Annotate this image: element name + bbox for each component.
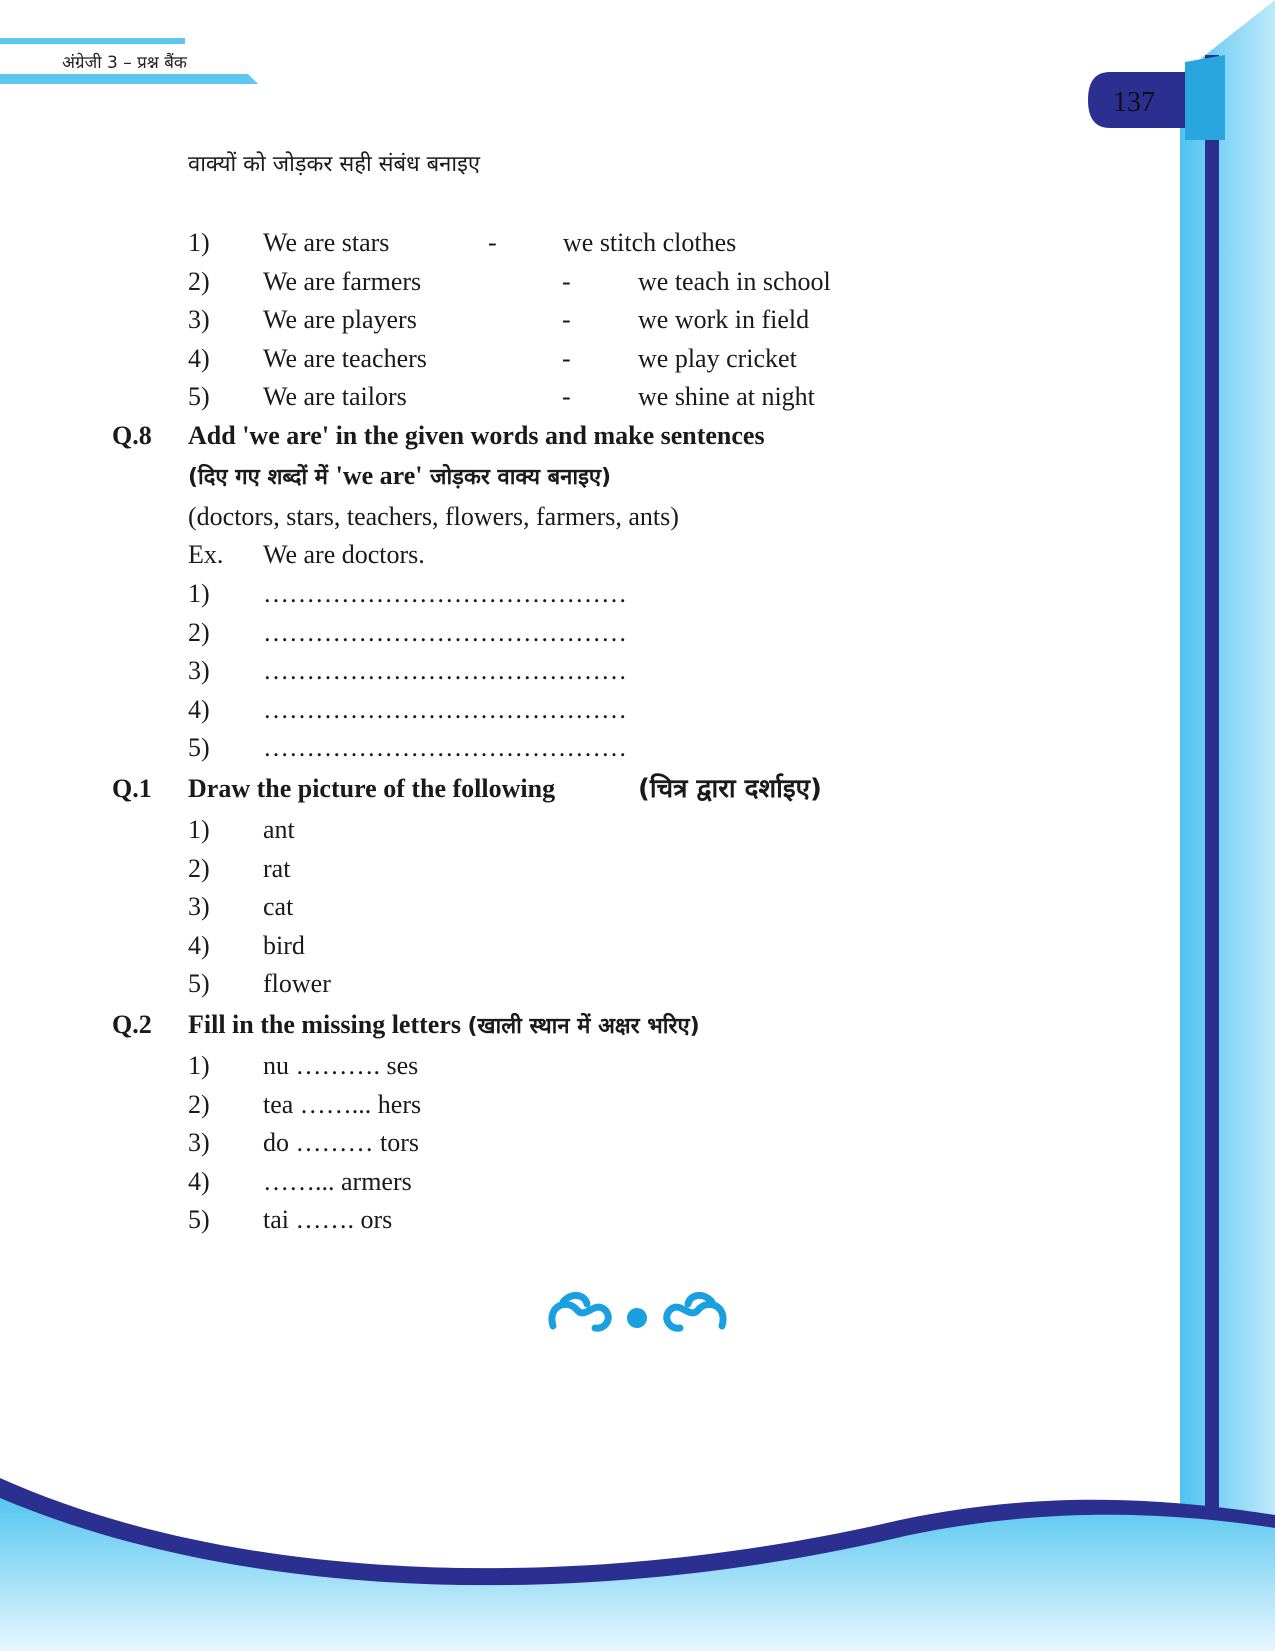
match-right: we shine at night bbox=[638, 382, 815, 411]
item-number: 2) bbox=[188, 1090, 210, 1119]
side-stripe bbox=[1205, 55, 1219, 1525]
page-tab-fold bbox=[1185, 55, 1225, 140]
item-number: 1) bbox=[188, 1051, 210, 1080]
q8-title: Add 'we are' in the given words and make sentences bbox=[188, 421, 765, 450]
draw-item: flower bbox=[263, 969, 331, 998]
answer-blank[interactable]: …………………………………… bbox=[263, 733, 627, 762]
match-number: 3) bbox=[188, 305, 210, 334]
answer-number: 3) bbox=[188, 656, 210, 685]
match-number: 2) bbox=[188, 267, 210, 296]
item-number: 5) bbox=[188, 1205, 210, 1234]
q8-subtitle-suffix: जोड़कर वाक्य बनाइए) bbox=[422, 465, 612, 490]
match-heading: वाक्यों को जोड़कर सही संबंध बनाइए bbox=[188, 152, 481, 177]
q8-label: Q.8 bbox=[112, 421, 152, 450]
fill-item[interactable]: tai ……. ors bbox=[263, 1205, 393, 1234]
side-panel bbox=[1180, 0, 1275, 1651]
q8-subtitle bbox=[188, 461, 611, 493]
fill-item[interactable]: nu ………. ses bbox=[263, 1051, 419, 1080]
answer-number: 4) bbox=[188, 695, 210, 724]
answer-blank[interactable]: …………………………………… bbox=[263, 656, 627, 685]
q2-title-hindi: (खाली स्थान में अक्षर भरिए) bbox=[467, 1014, 700, 1039]
answer-number: 1) bbox=[188, 579, 210, 608]
item-number: 1) bbox=[188, 815, 210, 844]
match-left: We are tailors bbox=[263, 382, 407, 411]
book-title: अंग्रेजी 3 – प्रश्न बैंक bbox=[62, 53, 187, 73]
q1-label: Q.1 bbox=[112, 774, 152, 803]
header-bar-bottom bbox=[0, 74, 258, 84]
header-bar-top bbox=[0, 38, 185, 44]
fill-item[interactable]: tea ……... hers bbox=[263, 1090, 422, 1119]
page-number: 137 bbox=[1113, 87, 1155, 118]
q1-title-hindi: (चित्र द्वारा दर्शाइए) bbox=[638, 774, 822, 804]
item-number: 4) bbox=[188, 1167, 210, 1196]
q8-subtitle-prefix: (दिए गए शब्दों में bbox=[188, 465, 336, 490]
match-dash: - bbox=[562, 305, 571, 334]
item-number: 3) bbox=[188, 892, 210, 921]
draw-item: rat bbox=[263, 854, 291, 883]
draw-item: ant bbox=[263, 815, 295, 844]
item-number: 3) bbox=[188, 1128, 210, 1157]
item-number: 2) bbox=[188, 854, 210, 883]
match-number: 1) bbox=[188, 228, 210, 257]
match-dash: - bbox=[562, 267, 571, 296]
match-dash: - bbox=[562, 344, 571, 373]
item-number: 4) bbox=[188, 931, 210, 960]
item-number: 5) bbox=[188, 969, 210, 998]
answer-blank[interactable]: …………………………………… bbox=[263, 579, 627, 608]
match-right: we play cricket bbox=[638, 344, 797, 373]
answer-number: 2) bbox=[188, 618, 210, 647]
q2-label: Q.2 bbox=[112, 1010, 152, 1039]
match-right: we stitch clothes bbox=[563, 228, 737, 257]
match-right: we teach in school bbox=[638, 267, 831, 296]
match-number: 4) bbox=[188, 344, 210, 373]
match-left: We are farmers bbox=[263, 267, 422, 296]
draw-item: cat bbox=[263, 892, 294, 921]
fill-item[interactable]: do ……… tors bbox=[263, 1128, 419, 1157]
draw-item: bird bbox=[263, 931, 305, 960]
answer-number: 5) bbox=[188, 733, 210, 762]
match-right: we work in field bbox=[638, 305, 810, 334]
q8-subtitle-en: 'we are' bbox=[335, 461, 423, 490]
q8-example-label: Ex. bbox=[188, 540, 224, 569]
q2-title-en: Fill in the missing letters bbox=[188, 1010, 461, 1039]
q8-word-list: (doctors, stars, teachers, flowers, farmers, ants) bbox=[188, 502, 679, 531]
end-ornament-icon bbox=[545, 1288, 730, 1338]
match-left: We are players bbox=[263, 305, 417, 334]
match-number: 5) bbox=[188, 382, 210, 411]
fill-item[interactable]: ……... armers bbox=[263, 1167, 412, 1196]
q2-title bbox=[188, 1010, 700, 1042]
answer-blank[interactable]: …………………………………… bbox=[263, 695, 627, 724]
q1-title: Draw the picture of the following bbox=[188, 774, 556, 803]
match-left: We are stars bbox=[263, 228, 390, 257]
match-dash: - bbox=[488, 228, 497, 257]
match-left: We are teachers bbox=[263, 344, 427, 373]
match-dash: - bbox=[562, 382, 571, 411]
q8-example-text: We are doctors. bbox=[263, 540, 425, 569]
answer-blank[interactable]: …………………………………… bbox=[263, 618, 627, 647]
